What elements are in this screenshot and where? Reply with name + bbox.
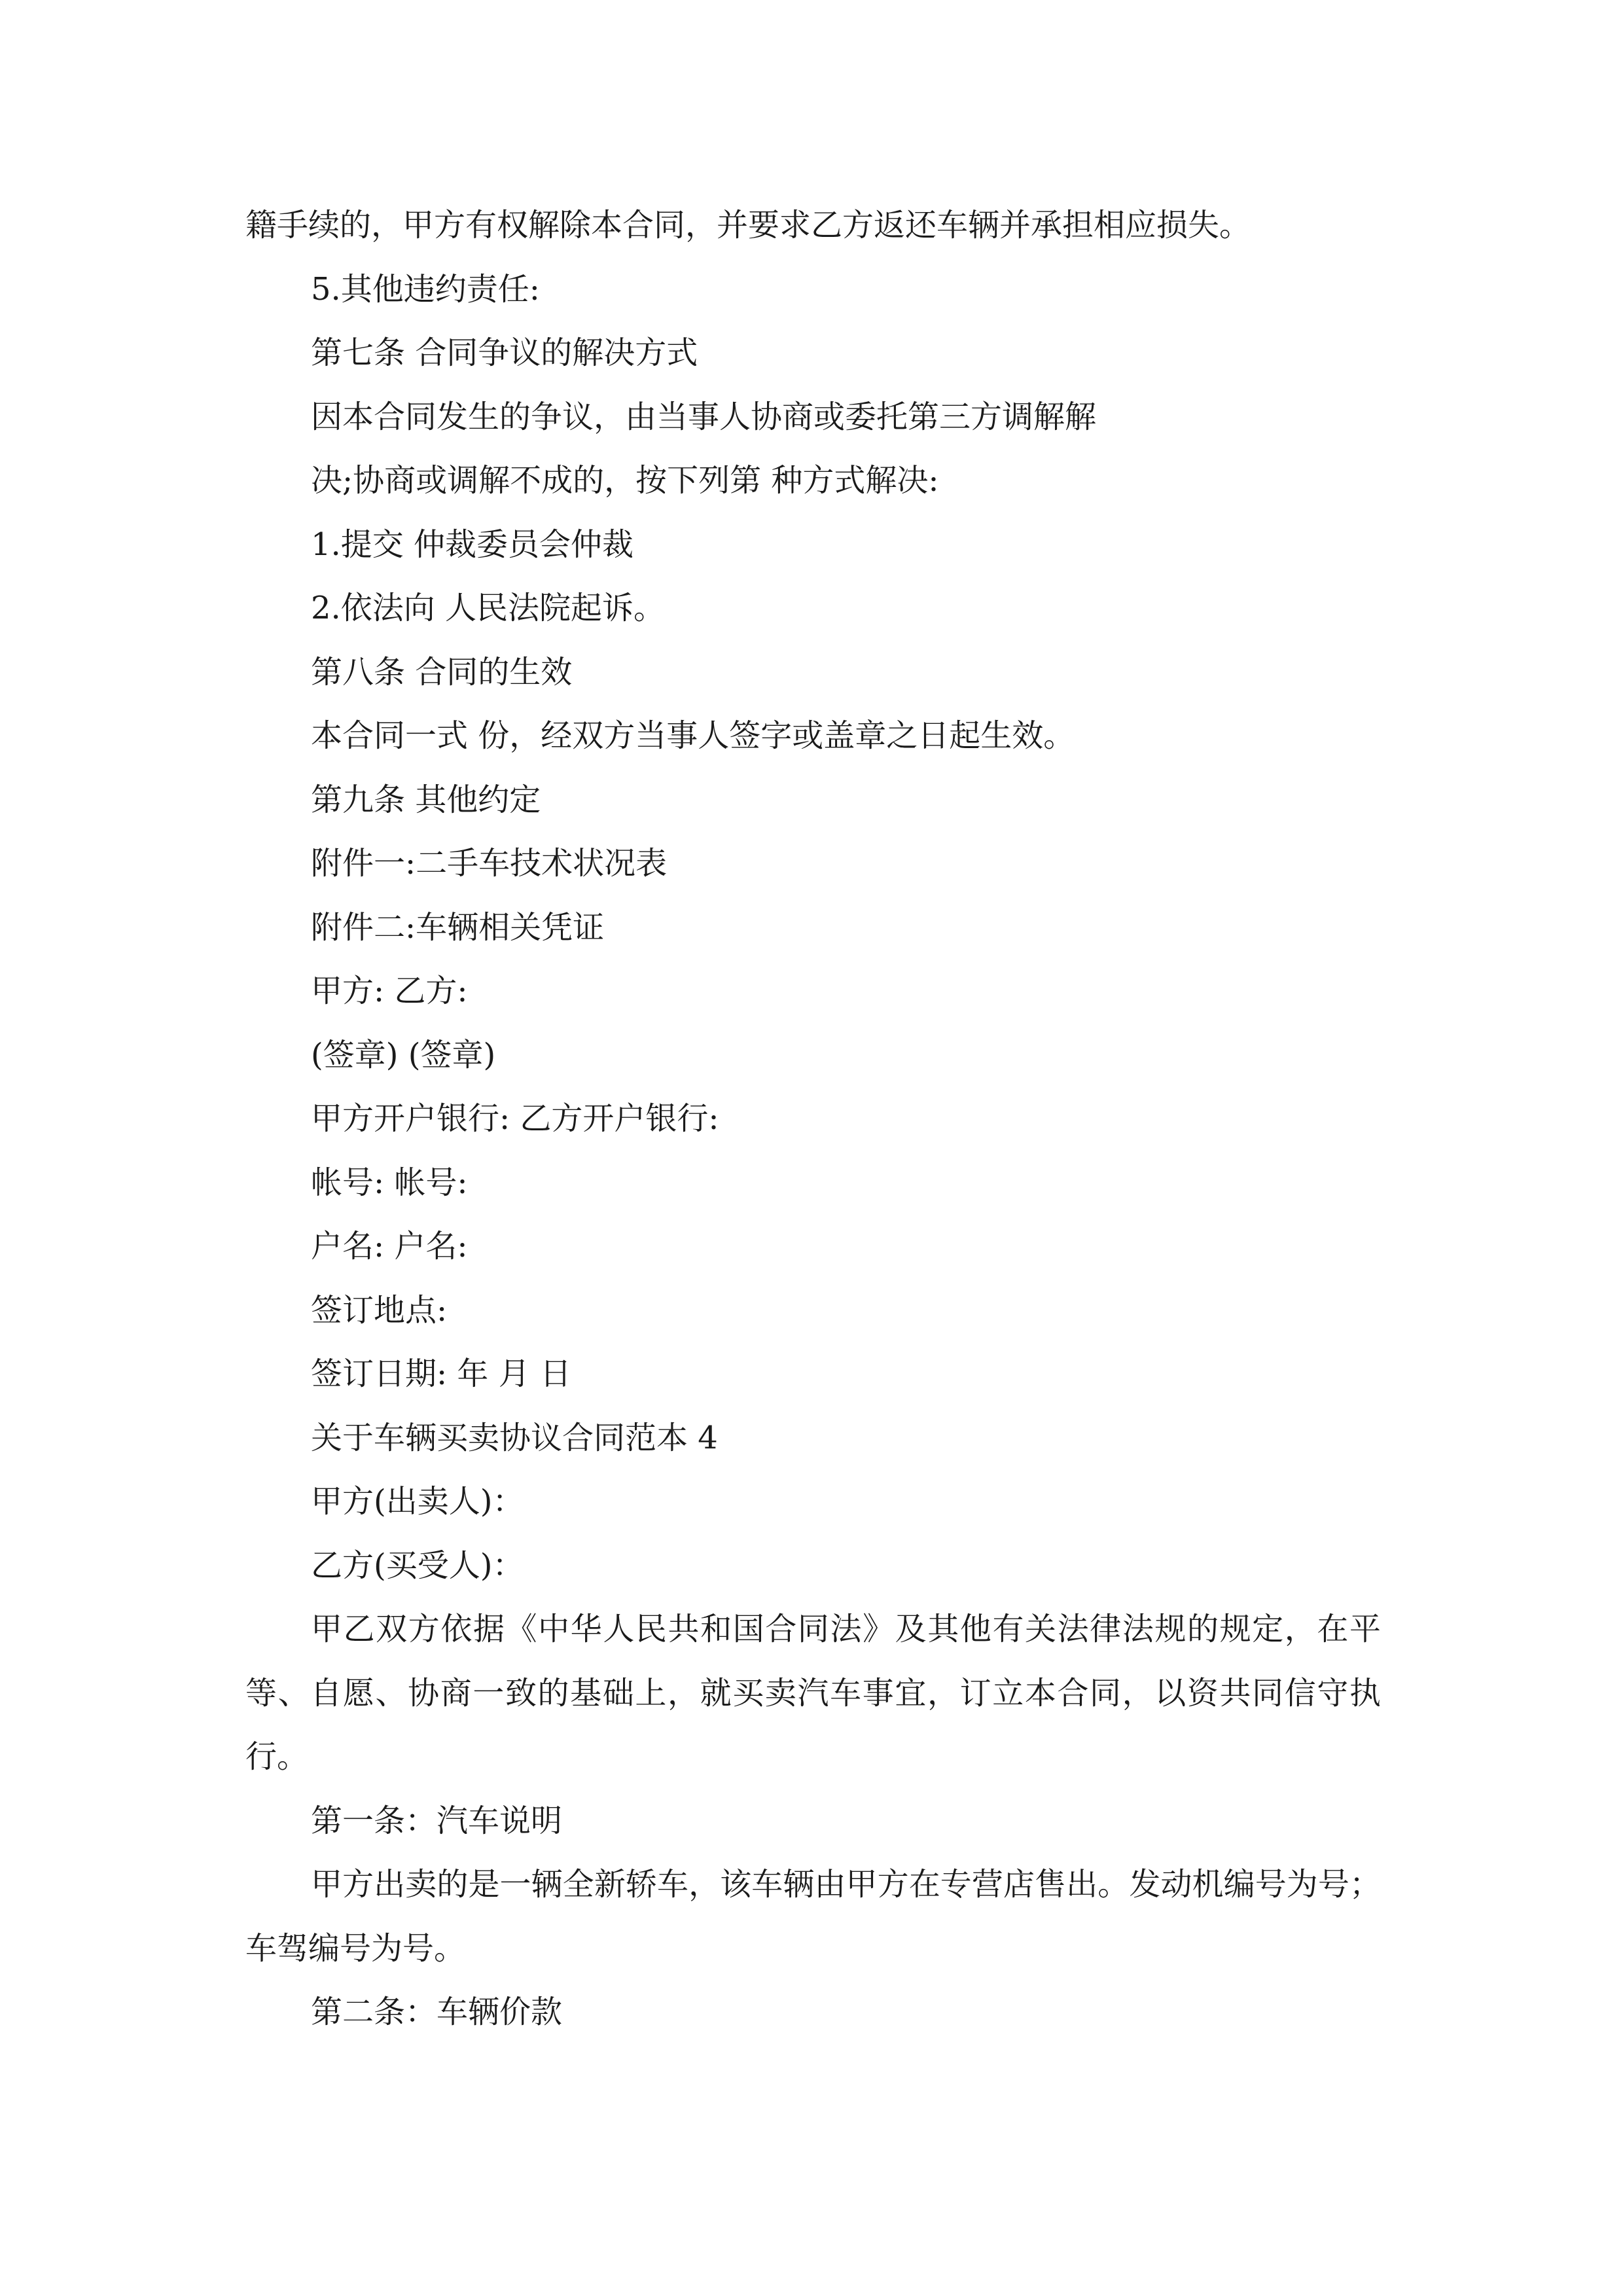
text-line-1: 籍手续的，甲方有权解除本合同，并要求乙方返还车辆并承担相应损失。 (245, 207, 1251, 243)
signing-date: 签订日期: 年 月 日 (311, 1355, 571, 1392)
text-line-7: 2.依法向 人民法院起诉。 (311, 590, 666, 626)
party-labels: 甲方: 乙方: (311, 973, 468, 1009)
vehicle-description-paragraph: 甲方出卖的是一辆全新轿车，该车辆由甲方在专营店售出。发动机编号为号；车驾编号为号。 (245, 1866, 1381, 1967)
document-body (245, 194, 1381, 2045)
account-name-labels: 户名: 户名: (311, 1228, 468, 1265)
text-line-4: 因本合同发生的争议，由当事人协商或委托第三方调解解 (311, 398, 1097, 435)
attachment-2: 附件二:车辆相关凭证 (311, 908, 605, 946)
text-line-6: 1.提交 仲裁委员会仲裁 (311, 526, 634, 563)
buyer-label: 乙方(买受人)： (311, 1547, 524, 1584)
contract-4-title: 关于车辆买卖协议合同范本 4 (311, 1419, 718, 1456)
seal-labels: (签章) (签章) (311, 1036, 496, 1073)
article-9-heading: 第九条 其他约定 (311, 781, 541, 818)
text-line-9: 本合同一式 份，经双方当事人签字或盖章之日起生效。 (311, 717, 1075, 754)
article-7-heading: 第七条 合同争议的解决方式 (311, 334, 698, 371)
text-line-2: 5.其他违约责任: (311, 270, 540, 308)
article-2-heading: 第二条：车辆价款 (311, 1994, 563, 2030)
seller-label: 甲方(出卖人)： (311, 1483, 524, 1520)
preamble-paragraph: 甲乙双方依据《中华人民共和国合同法》及其他有关法律法规的规定，在平等、自愿、协商一致的基础上，就买卖汽车事宜，订立本合同，以资共同信守执行。 (245, 1611, 1381, 1775)
article-1-heading: 第一条：汽车说明 (311, 1802, 563, 1839)
attachment-1: 附件一:二手车技术状况表 (311, 845, 668, 882)
article-8-heading: 第八条 合同的生效 (311, 653, 573, 691)
text-line-5: 决;协商或调解不成的，按下列第 种方式解决: (311, 462, 939, 499)
bank-labels: 甲方开户银行: 乙方开户银行: (311, 1100, 719, 1137)
account-labels: 帐号: 帐号: (311, 1164, 468, 1201)
signing-place: 签订地点: (311, 1291, 448, 1329)
